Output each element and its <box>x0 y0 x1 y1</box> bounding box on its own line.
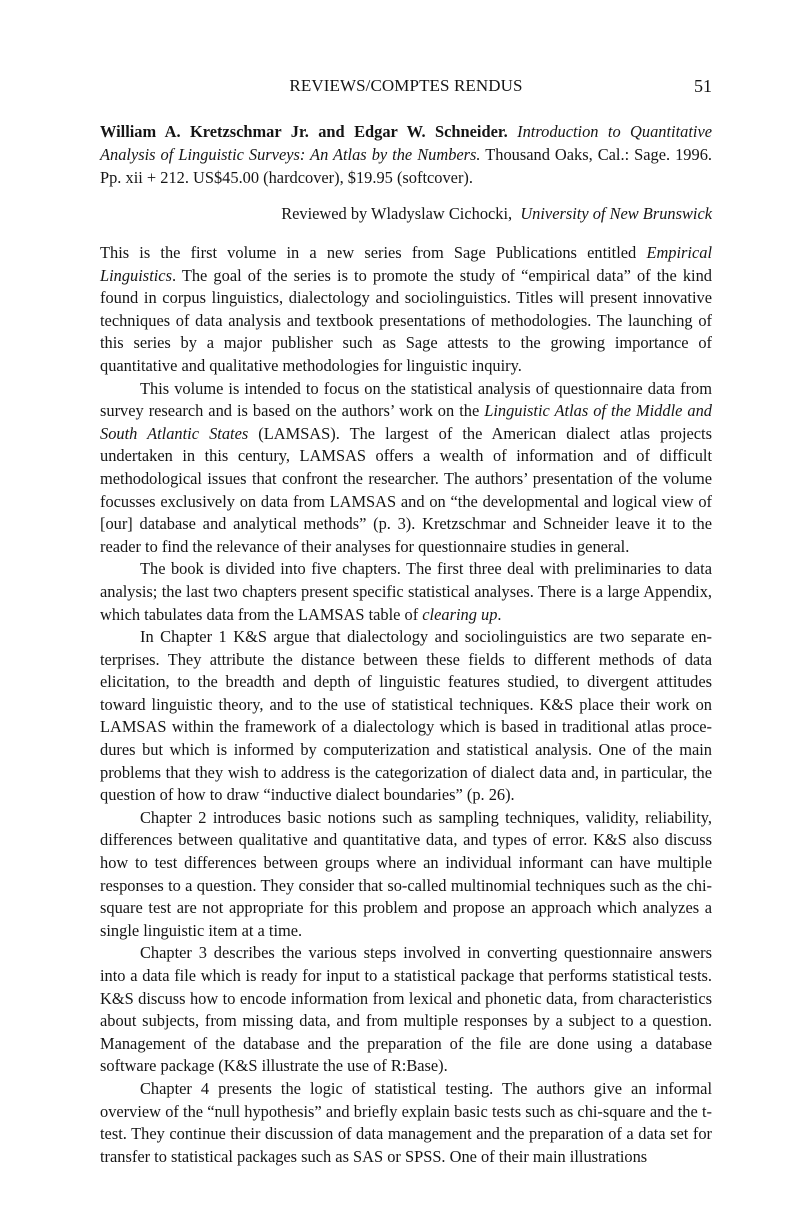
paragraph-3 <box>100 558 712 626</box>
paragraph-2 <box>100 378 712 559</box>
paragraph-text: The book is divided into five chapters. The first three deal with preliminaries to data analysis; the last two chapters present specific statistical analyses. There is a large Appendix, which tabulates data from the LAMSAS table of <box>100 559 712 624</box>
paragraph-text: This is the first volume in a new series from Sage Publications entitled <box>100 243 647 262</box>
paragraph-6: Chapter 3 describes the various steps involved in converting questionnaire answers into a data file which is ready for input to a statistical package that performs statistical tests. K&S discuss how to encode information from lexical and phonetic data, from characteristics about subjects, from missing data, and from multiple responses by a subject to a question. Management of the database and the preparation of the file are done using a database software package (K&S illustrate the use of R:Base). <box>100 943 712 1076</box>
paragraph-text: . The goal of the series is to promote the study of “empirical data” of the kind found in corpus linguistics, dialectology and sociolinguistics. Titles will present innovative techniques of data analysis and textbook presentations of methodologies. The launching of this series by a major publisher such as Sage attests to the growing importance of quantitative and qualitative methodologies for linguistic inquiry. <box>100 265 712 375</box>
paragraph-1 <box>100 242 712 378</box>
review-body <box>100 242 712 1168</box>
paragraph-text: (LAMSAS). The largest of the American dialect atlas projects undertaken in this century, LAMSAS offers a wealth of information and of difficult methodological issues that confront the researcher. The authors’ presentation of the volume focusses exclusively on data from LAMSAS and on “the developmental and logical view of [our] database and analytical methods” (p. 3). Kretzschmar and Schneider leave it to the reader to find the relevance of their analyses for questionnaire studies in general. <box>100 423 712 556</box>
series-title: Empirical Linguistics <box>100 243 712 285</box>
citation-authors: William A. Kretzschmar Jr. and Edgar W. Schneider. <box>100 122 508 141</box>
paragraph-text: This volume is intended to focus on the statistical analysis of questionnaire data from survey research and is based on the authors’ work on the <box>100 378 712 421</box>
paragraph-text: . <box>497 604 502 624</box>
atlas-title: Linguistic Atlas of the Middle and South Atlantic States <box>100 401 712 443</box>
paragraph-4: In Chapter 1 K&S argue that dialectology and sociolinguistics are two separate enterprises. They attribute the distance between these fields to different methods of data elicitation, to the breadth and depth of linguistic features studied, to divergent attitudes toward linguistic theory, and to the use of statistical techniques. K&S place their work on LAMSAS within the framework of a dialectology which is based in traditional atlas procedures but which is informed by computerization and statistical analysis. One of the main problems that they wish to address is the categorization of dialect data and, in particular, the question of how to draw “inductive dialect boundaries” (p. 26). <box>100 627 712 805</box>
citation-publication-info: Thousand Oaks, Cal.: Sage. 1996. Pp. xii + 212. US$45.00 (hardcover), $19.95 (softcover). <box>100 145 712 187</box>
page-number: 51 <box>694 76 712 96</box>
table-term: clearing up <box>422 604 498 624</box>
reviewer-line <box>100 202 712 225</box>
journal-page <box>100 76 712 1168</box>
running-header <box>100 76 712 104</box>
running-title: REVIEWS/COMPTES RENDUS <box>289 76 523 95</box>
book-citation <box>100 120 712 189</box>
paragraph-5: Chapter 2 introduces basic notions such as sampling techniques, validity, reliability, differences between qualitative and quantitative data, and types of error. K&S also discuss how to test differences between groups where an individual informant can have multiple responses to a question. They consider that so-called multinomial techniques such as the chi-square test are not appropriate for this problem and propose an approach which analyzes a single linguistic item at a time. <box>100 807 712 940</box>
reviewer-affiliation: University of New Brunswick <box>520 204 712 223</box>
citation-book-title: Introduction to Quantitative Analysis of Linguistic Surveys: An Atlas by the Numbers. <box>100 122 712 164</box>
reviewer-name: Reviewed by Wladyslaw Cichocki, <box>281 204 513 223</box>
paragraph-7: Chapter 4 presents the logic of statistical testing. The authors give an informal overview of the “null hypothesis” and briefly explain basic tests such as chi-square and the t-test. They continue their discussion of data management and the preparation of a data set for transfer to statistical packages such as SAS or SPSS. One of their main illustrations <box>100 1078 712 1166</box>
